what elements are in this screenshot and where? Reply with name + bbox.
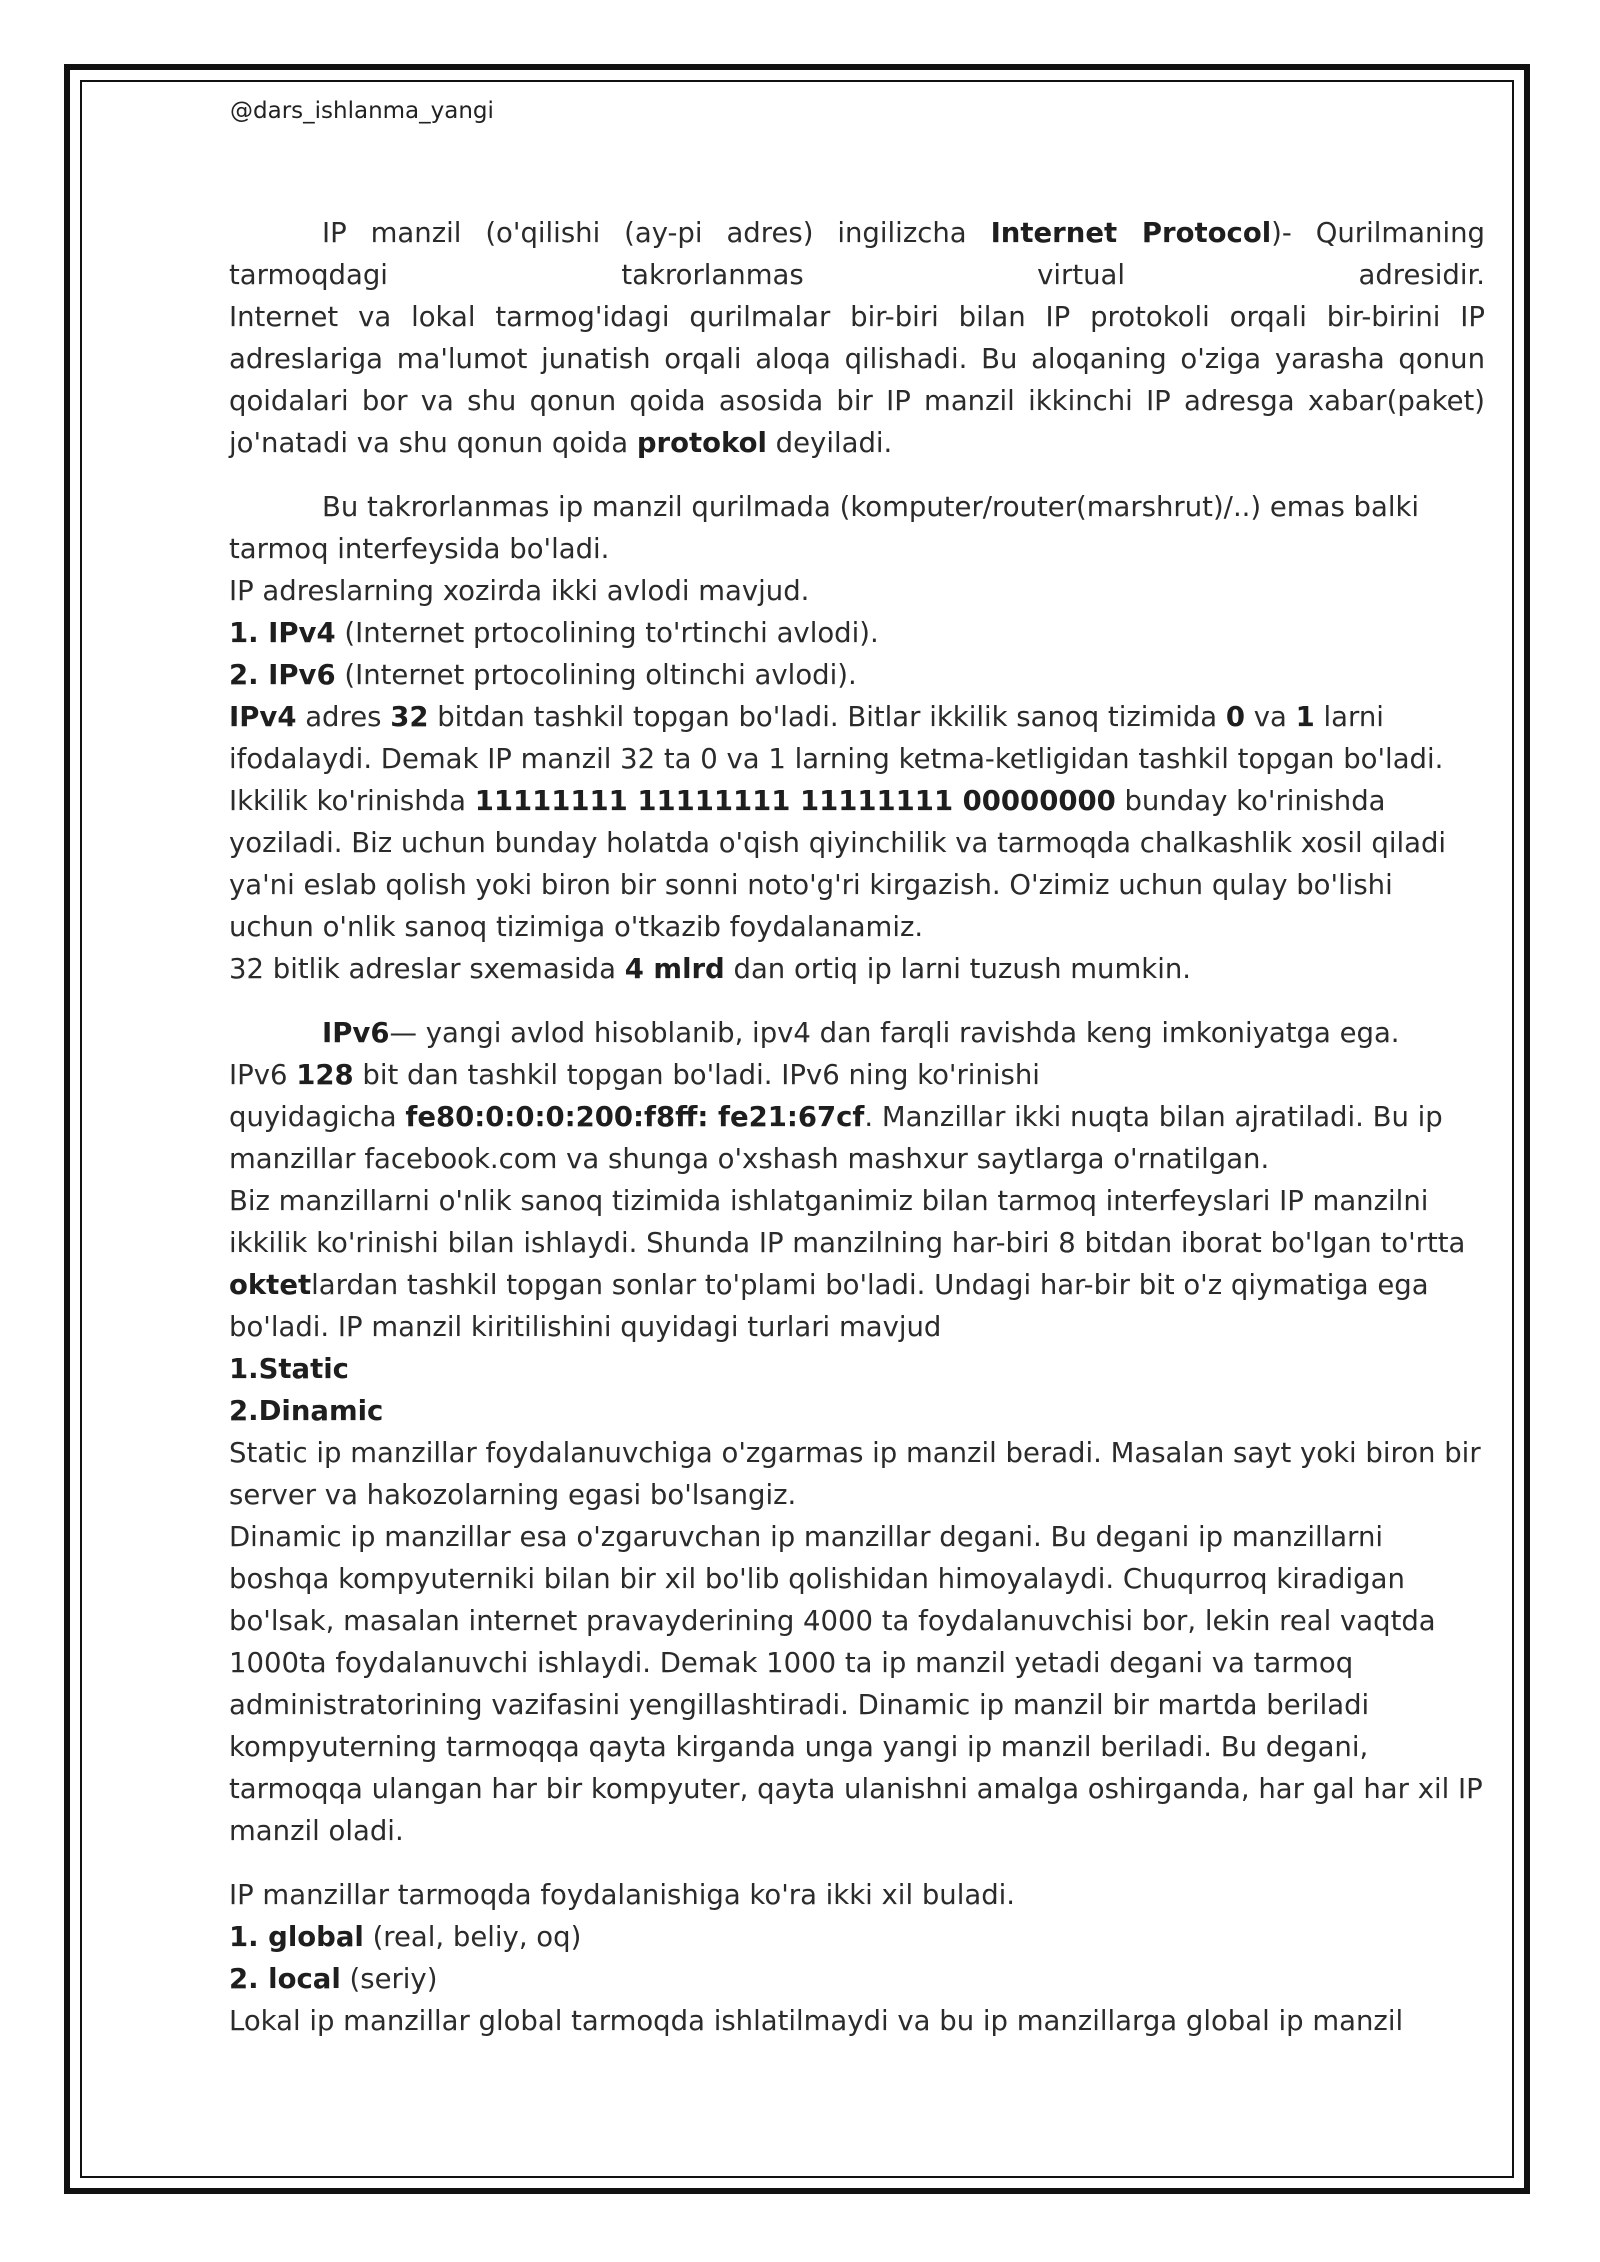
- paragraph-32bit: 32 bitlik adreslar sxemasida 4 mlrd dan ortiq ip larni tuzush mumkin.: [229, 953, 1192, 985]
- paragraph-octets: Biz manzillarni o'nlik sanoq tizimida ishlatganimiz bilan tarmoq interfeyslari IP manzilni ikkilik ko'rinishi bilan ishlaydi. Shunda IP manzilning har-biri 8 bitdan iborat bo'lgan to'rtta oktetlardan tashkil topgan sonlar to'plami bo'ladi. Undagi har-bir bit o'z qiymatiga ega bo'ladi. IP manzil kiritilishini quyidagi turlari mavjud: [229, 1185, 1466, 1343]
- header-handle: @dars_ishlanma_yangi: [230, 98, 494, 124]
- paragraph-static-desc: Static ip manzillar foydalanuvchiga o'zgarmas ip manzil beradi. Masalan sayt yoki biron bir server va hakozolarning egasi bo'lsangiz.: [229, 1437, 1481, 1511]
- paragraph-interface: Bu takrorlanmas ip manzil qurilmada (komputer/router(marshrut)/..) emas balki tarmoq interfeysida bo'ladi.: [229, 491, 1420, 565]
- paragraph-local-desc: Lokal ip manzillar global tarmoqda ishlatilmaydi va bu ip manzillarga global ip manzil: [229, 2005, 1404, 2037]
- paragraph-protocol: Internet va lokal tarmog'idagi qurilmalar bir-biri bilan IP protokoli orqali bir-birini IP adreslariga ma'lumot junatish orqali aloqa qilishadi. Bu aloqaning o'ziga yarasha qonun qoidalari bor va shu qonun qoida asosida bir IP manzil ikkinchi IP adresga xabar(paket) jo'natadi va shu qonun qoida protokol deyiladi.: [229, 301, 1485, 459]
- paragraph-ip-definition: IP manzil (o'qilishi (ay-pi adres) ingilizcha Internet Protocol)- Qurilmaning tarmoqdagi takrorlanmas virtual adresidir.: [229, 217, 1485, 291]
- paragraph-ipv6-intro: IPv6— yangi avlod hisoblanib, ipv4 dan farqli ravishda keng imkoniyatga ega.: [322, 1017, 1400, 1049]
- paragraph-ipv4-details: IPv4 adres 32 bitdan tashkil topgan bo'ladi. Bitlar ikkilik sanoq tizimida 0 va 1 larni ifodalaydi. Demak IP manzil 32 ta 0 va 1 larning ketma-ketligidan tashkil topgan bo'ladi. Ikkilik ko'rinishda 11111111 11111111 11111111 00000000 bunday ko'rinishda yoziladi. Biz uchun bunday holatda o'qish qiyinchilik va tarmoqda chalkashlik xosil qiladi ya'ni eslab qolish yoki biron bir sonni noto'g'ri kirgazish. O'zimiz uchun qulay bo'lishi uchun o'nlik sanoq tizimiga o'tkazib foydalanamiz.: [229, 701, 1447, 943]
- list-item-global: 1. global (real, beliy, oq): [229, 1921, 582, 1953]
- paragraph-ipv6-bits: IPv6 128 bit dan tashkil topgan bo'ladi. IPv6 ning ko'rinishi: [229, 1059, 1040, 1091]
- paragraph-usage-types: IP manzillar tarmoqda foydalanishiga ko'ra ikki xil buladi.: [229, 1879, 1016, 1911]
- list-item-ipv6: 2. IPv6 (Internet prtocolining oltinchi avlodi).: [229, 659, 857, 691]
- list-item-local: 2. local (seriy): [229, 1963, 438, 1995]
- list-item-static: 1.Static: [229, 1353, 349, 1385]
- paragraph-ipv6-example: quyidagicha fe80:0:0:0:200:f8ff: fe21:67cf. Manzillar ikki nuqta bilan ajratiladi. Bu ip manzillar facebook.com va shunga o'xshash mashxur saytlarga o'rnatilgan.: [229, 1101, 1443, 1175]
- list-item-dynamic: 2.Dinamic: [229, 1395, 384, 1427]
- list-item-ipv4: 1. IPv4 (Internet prtocolining to'rtinchi avlodi).: [229, 617, 879, 649]
- document-body: [229, 212, 1485, 2042]
- paragraph-dynamic-desc: Dinamic ip manzillar esa o'zgaruvchan ip manzillar degani. Bu degani ip manzillarni boshqa kompyuterniki bilan bir xil bo'lib qolishidan himoyalaydi. Chuqurroq kiradigan bo'lsak, masalan internet pravayderining 4000 ta foydalanuvchisi bor, lekin real vaqtda 1000ta foydalanuvchi ishlaydi. Demak 1000 ta ip manzil yetadi degani va tarmoq administratorining vazifasini yengillashtiradi. Dinamic ip manzil bir martda beriladi kompyuterning tarmoqqa qayta kirganda unga yangi ip manzil beriladi. Bu degani, tarmoqqa ulangan har bir kompyuter, qayta ulanishni amalga oshirganda, har gal har xil IP manzil oladi.: [229, 1521, 1483, 1847]
- paragraph-generations: IP adreslarning xozirda ikki avlodi mavjud.: [229, 575, 810, 607]
